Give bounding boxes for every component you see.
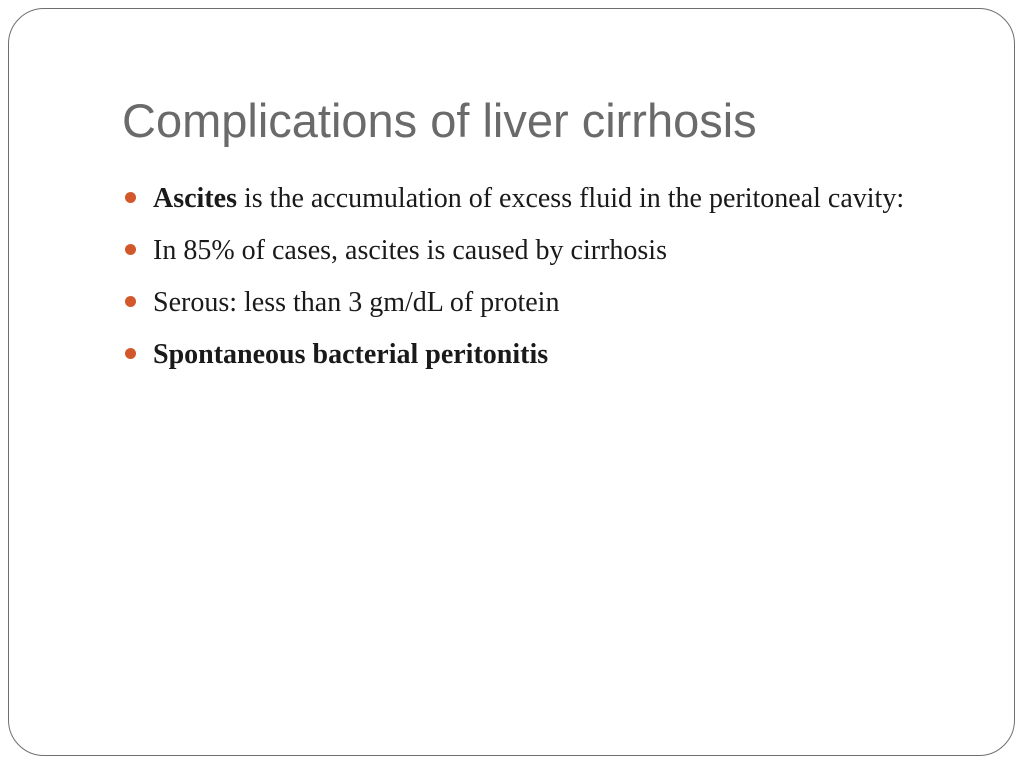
bullet-term: Spontaneous bacterial peritonitis (153, 339, 549, 370)
slide-frame (8, 8, 1015, 756)
bullet-text: Serous: less than 3 gm/dL of protein (153, 287, 560, 318)
bullet-dot-icon (125, 244, 136, 255)
bullet-dot-icon (125, 192, 136, 203)
bullet-term: Ascites (153, 183, 237, 214)
bullet-item-sbp (125, 333, 965, 377)
slide-title: Complications of liver cirrhosis (122, 94, 757, 147)
bullet-item-serous (125, 281, 965, 325)
bullet-item-cirrhosis-cause (125, 229, 965, 273)
bullet-list (125, 177, 965, 385)
bullet-dot-icon (125, 296, 136, 307)
bullet-text: In 85% of cases, ascites is caused by cirrhosis (153, 235, 667, 266)
bullet-text: is the accumulation of excess fluid in the peritoneal cavity: (236, 183, 905, 214)
bullet-item-ascites (125, 177, 965, 221)
bullet-dot-icon (125, 348, 136, 359)
